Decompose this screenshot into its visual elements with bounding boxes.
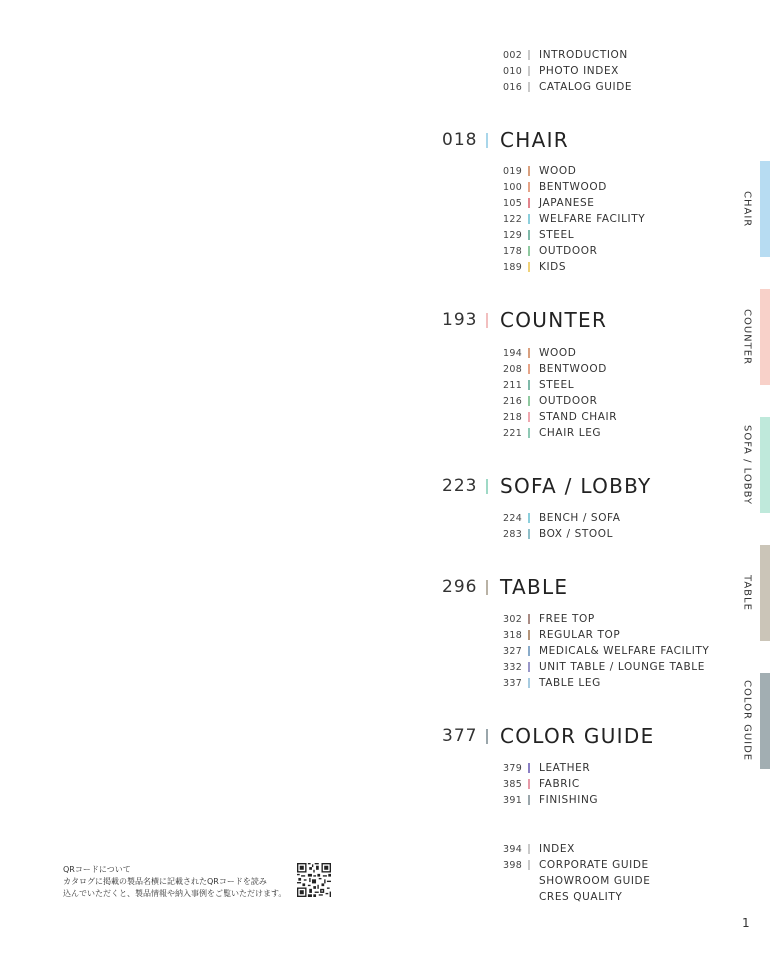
- section-title: TABLE: [500, 575, 569, 599]
- toc-entry-label: WOOD: [539, 165, 577, 177]
- toc-entry-index[interactable]: [503, 842, 575, 856]
- toc-entry-marker: [528, 678, 530, 688]
- section-marker: [486, 580, 488, 595]
- section-marker: [486, 133, 488, 148]
- section-heading-sofa-lobby[interactable]: [442, 475, 652, 497]
- side-tab-chair[interactable]: [760, 161, 770, 257]
- toc-entry[interactable]: [503, 362, 607, 376]
- toc-entry-marker: [528, 198, 530, 208]
- section-heading-counter[interactable]: [442, 309, 607, 331]
- toc-entry[interactable]: [503, 511, 621, 525]
- toc-entry-label: STAND CHAIR: [539, 411, 618, 423]
- toc-entry-marker: [528, 844, 530, 854]
- section-heading-color-guide[interactable]: [442, 725, 655, 747]
- section-title: CHAIR: [500, 128, 569, 152]
- toc-entry-marker: [528, 646, 530, 656]
- toc-entry[interactable]: [503, 394, 597, 408]
- toc-entry-page: 129: [503, 229, 523, 241]
- toc-entry-label: CATALOG GUIDE: [539, 81, 633, 93]
- section-title: SOFA / LOBBY: [500, 474, 652, 498]
- toc-entry-showroom-guide[interactable]: [503, 874, 650, 888]
- toc-entry-marker: [528, 876, 530, 886]
- toc-entry-marker: [528, 166, 530, 176]
- section-page: 223: [442, 476, 478, 496]
- section-heading-table[interactable]: [442, 576, 568, 598]
- toc-entry-marker: [528, 82, 530, 92]
- toc-entry-marker: [528, 795, 530, 805]
- toc-entry-marker: [528, 230, 530, 240]
- toc-entry[interactable]: [503, 378, 574, 392]
- toc-entry[interactable]: [503, 793, 598, 807]
- section-page: 296: [442, 577, 478, 597]
- toc-entry-label: MEDICAL& WELFARE FACILITY: [539, 645, 710, 657]
- toc-entry-page: 398: [503, 859, 523, 871]
- toc-entry-page: 224: [503, 512, 523, 524]
- toc-entry[interactable]: [503, 644, 709, 658]
- toc-entry-label: LEATHER: [539, 762, 591, 774]
- toc-entry-marker: [528, 662, 530, 672]
- toc-entry-label: CORPORATE GUIDE: [539, 859, 649, 871]
- toc-entry-page: 016: [503, 81, 523, 93]
- toc-entry-corporate-guide[interactable]: [503, 858, 649, 872]
- section-marker: [486, 729, 488, 744]
- toc-entry-label: BENTWOOD: [539, 363, 607, 375]
- toc-entry-marker: [528, 428, 530, 438]
- toc-entry[interactable]: [503, 426, 601, 440]
- toc-entry[interactable]: [503, 196, 595, 210]
- toc-entry-marker: [528, 380, 530, 390]
- toc-entry-page: 122: [503, 213, 523, 225]
- toc-entry-marker: [528, 50, 530, 60]
- toc-entry[interactable]: [503, 346, 576, 360]
- side-tab-label[interactable]: TABLE: [741, 575, 753, 611]
- toc-entry[interactable]: [503, 212, 645, 226]
- toc-entry-marker: [528, 348, 530, 358]
- toc-entry-page: 019: [503, 165, 523, 177]
- toc-entry-page: 211: [503, 379, 523, 391]
- toc-entry-cres-quality[interactable]: [503, 890, 622, 904]
- toc-entry-page: 283: [503, 528, 523, 540]
- toc-entry-marker: [528, 214, 530, 224]
- toc-entry-page: 208: [503, 363, 523, 375]
- toc-entry-page: 178: [503, 245, 523, 257]
- toc-entry-page: 302: [503, 613, 523, 625]
- section-marker: [486, 479, 488, 494]
- toc-entry-page: 194: [503, 347, 523, 359]
- toc-entry-marker: [528, 262, 530, 272]
- toc-entry-label: FREE TOP: [539, 613, 595, 625]
- toc-entry-label: UNIT TABLE / LOUNGE TABLE: [539, 661, 705, 673]
- toc-entry-marker: [528, 396, 530, 406]
- section-marker: [486, 313, 488, 328]
- toc-entry[interactable]: [503, 164, 576, 178]
- toc-entry-label: STEEL: [539, 229, 575, 241]
- toc-entry-marker: [528, 246, 530, 256]
- toc-entry-label: TABLE LEG: [539, 677, 601, 689]
- toc-entry[interactable]: [503, 228, 574, 242]
- toc-entry-label: OUTDOOR: [539, 245, 598, 257]
- side-tab-label[interactable]: COUNTER: [741, 308, 753, 366]
- toc-entry-page: 218: [503, 411, 523, 423]
- side-tab-label[interactable]: COLOR GUIDE: [741, 680, 753, 762]
- side-tab-label[interactable]: SOFA / LOBBY: [741, 425, 753, 505]
- toc-entry-marker: [528, 779, 530, 789]
- toc-entry[interactable]: [503, 761, 590, 775]
- toc-entry-marker: [528, 513, 530, 523]
- toc-entry-marker: [528, 630, 530, 640]
- toc-entry-page: 318: [503, 629, 523, 641]
- toc-entry-label: OUTDOOR: [539, 395, 598, 407]
- toc-entry-page: 379: [503, 762, 523, 774]
- toc-entry-marker: [528, 182, 530, 192]
- toc-entry-page: 391: [503, 794, 523, 806]
- section-title: COUNTER: [500, 308, 608, 332]
- toc-entry-marker: [528, 529, 530, 539]
- toc-entry-page: 385: [503, 778, 523, 790]
- toc-entry-page: 105: [503, 197, 523, 209]
- toc-entry-page: 221: [503, 427, 523, 439]
- toc-entry-label: BENTWOOD: [539, 181, 607, 193]
- section-heading-chair[interactable]: [442, 129, 569, 151]
- toc-entry[interactable]: [503, 180, 607, 194]
- qr-code-icon[interactable]: [297, 863, 331, 897]
- toc-entry-marker: [528, 412, 530, 422]
- section-page: 193: [442, 310, 478, 330]
- page-number: 1: [742, 916, 750, 930]
- toc-entry-label: CRES QUALITY: [539, 891, 623, 903]
- section-page: 018: [442, 130, 478, 150]
- toc-entry-page: 394: [503, 843, 523, 855]
- toc-entry-marker: [528, 66, 530, 76]
- toc-entry-page: 337: [503, 677, 523, 689]
- toc-entry-label: WELFARE FACILITY: [539, 213, 646, 225]
- qr-note: [63, 864, 286, 900]
- qr-note-line: 込んでいただくと、製品情報や納入事例をご覧いただけます。: [63, 889, 287, 898]
- toc-entry-label: FABRIC: [539, 778, 580, 790]
- toc-entry-page: 327: [503, 645, 523, 657]
- toc-entry-label: FINISHING: [539, 794, 599, 806]
- qr-note-line: カタログに掲載の製品名横に記載されたQRコードを読み: [63, 877, 267, 886]
- toc-entry-label: WOOD: [539, 347, 577, 359]
- toc-entry-marker: [528, 860, 530, 870]
- side-tab-table[interactable]: [760, 545, 770, 641]
- toc-entry[interactable]: [503, 612, 595, 626]
- toc-entry-label: BOX / STOOL: [539, 528, 614, 540]
- toc-entry-label: REGULAR TOP: [539, 629, 621, 641]
- toc-entry-label: INTRODUCTION: [539, 49, 628, 61]
- toc-entry-introduction[interactable]: [503, 48, 628, 62]
- side-tab-counter[interactable]: [760, 289, 770, 385]
- toc-entry-page: 002: [503, 49, 523, 61]
- toc-entry-page: 010: [503, 65, 523, 77]
- qr-note-title: QRコードについて: [63, 865, 131, 874]
- toc-entry[interactable]: [503, 660, 705, 674]
- section-title: COLOR GUIDE: [500, 724, 655, 748]
- toc-entry-marker: [528, 763, 530, 773]
- toc-entry-page: 189: [503, 261, 523, 273]
- toc-entry-label: INDEX: [539, 843, 575, 855]
- toc-entry-label: STEEL: [539, 379, 575, 391]
- side-tab-sofa-lobby[interactable]: [760, 417, 770, 513]
- toc-entry-marker: [528, 892, 530, 902]
- toc-entry-page: 216: [503, 395, 523, 407]
- side-tab-label[interactable]: CHAIR: [741, 190, 753, 228]
- toc-entry[interactable]: [503, 676, 601, 690]
- toc-entry-page: 332: [503, 661, 523, 673]
- toc-entry-label: CHAIR LEG: [539, 427, 602, 439]
- toc-entry[interactable]: [503, 777, 580, 791]
- side-tab-color-guide[interactable]: [760, 673, 770, 769]
- toc-entry-photo-index[interactable]: [503, 64, 619, 78]
- toc-entry-label: SHOWROOM GUIDE: [539, 875, 651, 887]
- toc-entry[interactable]: [503, 244, 597, 258]
- toc-entry-page: 100: [503, 181, 523, 193]
- toc-entry[interactable]: [503, 410, 617, 424]
- toc-entry-marker: [528, 614, 530, 624]
- toc-entry-label: KIDS: [539, 261, 567, 273]
- toc-entry-marker: [528, 364, 530, 374]
- toc-entry[interactable]: [503, 628, 620, 642]
- toc-entry[interactable]: [503, 260, 566, 274]
- toc-entry-label: JAPANESE: [539, 197, 595, 209]
- toc-entry-label: BENCH / SOFA: [539, 512, 621, 524]
- toc-entry[interactable]: [503, 527, 613, 541]
- section-page: 377: [442, 726, 478, 746]
- toc-entry-label: PHOTO INDEX: [539, 65, 619, 77]
- toc-entry-catalog-guide[interactable]: [503, 80, 632, 94]
